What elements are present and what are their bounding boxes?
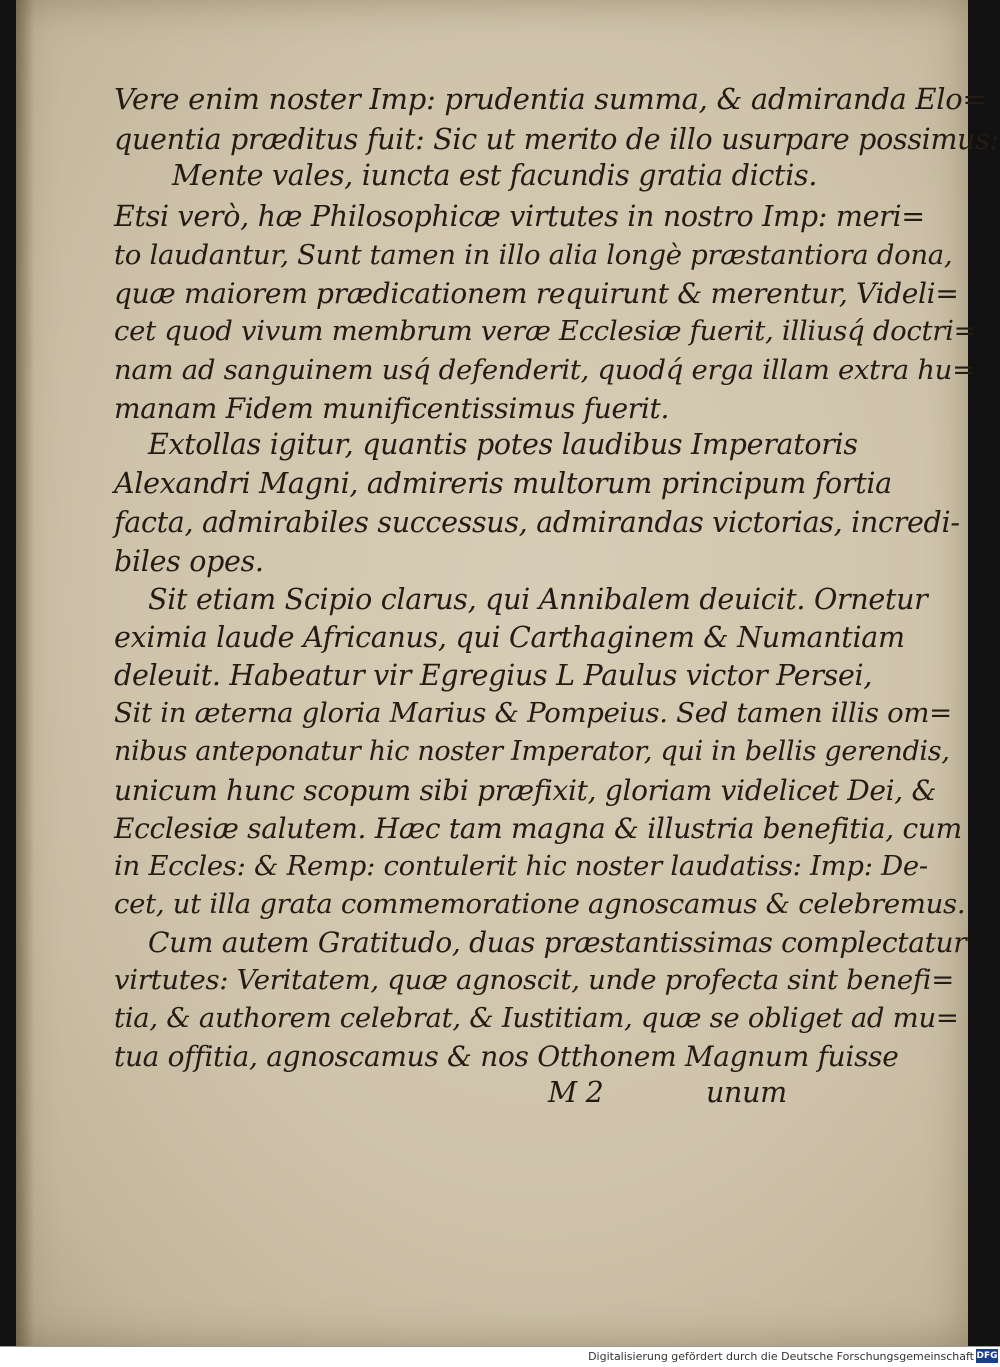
- text-line: nibus anteponatur hic noster Imperator, qui in bellis gerendis,: [114, 736, 950, 767]
- text-line: tua offitia, agnoscamus & nos Otthonem Magnum fuisse: [114, 1040, 899, 1073]
- text-line: Ecclesiæ salutem. Hæc tam magna & illustria benefitia, cum: [114, 812, 962, 845]
- text-line: Vere enim noster Imp: prudentia summa, & admiranda Elo=: [114, 82, 987, 116]
- page-text: [16, 0, 999, 1346]
- text-line: virtutes: Veritatem, quæ agnoscit, unde profecta sint benefi=: [114, 964, 954, 996]
- text-line: Cum autem Gratitudo, duas præstantissimas complectatur: [148, 926, 967, 959]
- footer-credit: Digitalisierung gefördert durch die Deutsche Forschungsgemeinschaft: [588, 1350, 974, 1363]
- text-line: to laudantur, Sunt tamen in illo alia longè præstantiora dona,: [114, 239, 953, 271]
- text-line: Sit etiam Scipio clarus, qui Annibalem deuicit. Ornetur: [148, 583, 928, 616]
- text-line: in Eccles: & Remp: contulerit hic noster laudatiss: Imp: De-: [114, 850, 928, 882]
- text-line: quæ maiorem prædicationem requirunt & merentur, Videli=: [114, 277, 959, 310]
- text-line: eximia laude Africanus, qui Carthaginem & Numantiam: [114, 621, 905, 654]
- book-page: [16, 0, 999, 1346]
- text-line: cet, ut illa grata commemoratione agnoscamus & celebremus.: [114, 888, 966, 920]
- text-line: quentia præditus fuit: Sic ut merito de illo usurpare possimus:: [114, 123, 999, 156]
- digitization-footer: [0, 1346, 1000, 1367]
- text-line: manam Fidem munificentissimus fuerit.: [114, 392, 670, 425]
- text-line: deleuit. Habeatur vir Egregius L Paulus victor Persei,: [114, 659, 873, 692]
- text-line: tia, & authorem celebrat, & Iustitiam, quæ se obliget ad mu=: [114, 1002, 959, 1034]
- text-line: Sit in æterna gloria Marius & Pompeius. Sed tamen illis om=: [114, 697, 952, 729]
- text-line: biles opes.: [114, 545, 264, 578]
- text-line: Extollas igitur, quantis potes laudibus Imperatoris: [148, 428, 858, 461]
- text-line: nam ad sanguinem usq́ defenderit, quodq́ erga illam extra hu=: [114, 354, 975, 386]
- catchword: unum: [706, 1076, 787, 1109]
- text-line: unicum hunc scopum sibi præfixit, gloriam videlicet Dei, &: [114, 774, 937, 807]
- text-line: cet quod vivum membrum veræ Ecclesiæ fuerit, illiusq́ doctri=: [114, 315, 977, 347]
- text-line: Etsi verò, hæ Philosophicæ virtutes in nostro Imp: meri=: [114, 200, 925, 233]
- text-line: Mente vales, iuncta est facundis gratia dictis.: [172, 159, 818, 192]
- signature-mark: M 2: [548, 1076, 604, 1109]
- text-line: facta, admirabiles successus, admirandas victorias, incredi-: [114, 506, 960, 539]
- text-line: Alexandri Magni, admireris multorum principum fortia: [114, 467, 892, 500]
- dfg-logo-icon: DFG: [976, 1351, 998, 1361]
